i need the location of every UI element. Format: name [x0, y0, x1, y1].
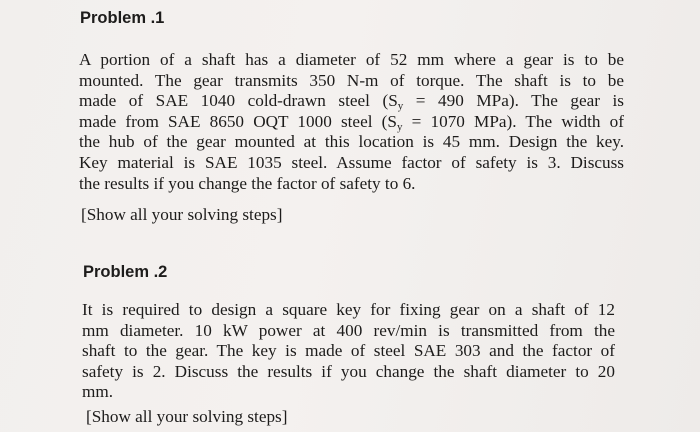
text-segment: A portion of a shaft has a diameter of 52 mm where a gear is to be [79, 50, 624, 69]
problem-2-statement [82, 300, 615, 403]
problem-1-line [79, 153, 624, 174]
problem-1-line [79, 71, 624, 92]
text-segment: mm. [82, 382, 114, 402]
text-segment: mm diameter. 10 kW power at 400 rev/min is transmitted from the [82, 320, 615, 340]
text-segment: mounted. The gear transmits 350 N-m of torque. The shaft is to be [79, 70, 624, 90]
text-segment: the hub of the gear mounted at this location is 45 mm. Design the key. [79, 132, 624, 152]
problem-1-title: Problem .1 [80, 9, 165, 27]
problem-2-line [82, 362, 615, 383]
text-segment: It is required to design a square key for fixing gear on a shaft of 12 [82, 300, 615, 319]
text-segment: made of SAE 1040 cold-drawn steel (S [79, 91, 398, 111]
problem-1-line [79, 132, 624, 153]
text-segment: shaft to the gear. The key is made of steel SAE 303 and the factor of [82, 341, 615, 361]
text-segment: Key material is SAE 1035 steel. Assume factor of safety is 3. Discuss [79, 152, 624, 172]
problem-2-line [82, 382, 615, 403]
problem-1-instruction: [Show all your solving steps] [81, 205, 283, 224]
problem-2-title: Problem .2 [83, 263, 168, 281]
text-segment: = 1070 MPa). The width of [402, 111, 624, 131]
problem-1-line [79, 174, 624, 195]
problem-1-statement [79, 50, 624, 194]
text-segment: = 490 MPa). The gear is [403, 91, 624, 111]
problem-1-line [79, 50, 624, 71]
problem-1-line [79, 91, 624, 112]
text-segment: safety is 2. Discuss the results if you change the shaft diameter to 20 [82, 361, 615, 381]
text-segment: made from SAE 8650 OQT 1000 steel (S [79, 111, 397, 131]
subscript: y [396, 120, 403, 133]
problem-2-instruction: [Show all your solving steps] [86, 407, 288, 426]
text-segment: the results if you change the factor of safety to 6. [79, 173, 416, 193]
problem-2-line [82, 341, 615, 362]
problem-2-line [82, 321, 615, 342]
problem-2-line [82, 300, 615, 321]
subscript: y [397, 100, 404, 113]
problem-1-line [79, 112, 624, 133]
